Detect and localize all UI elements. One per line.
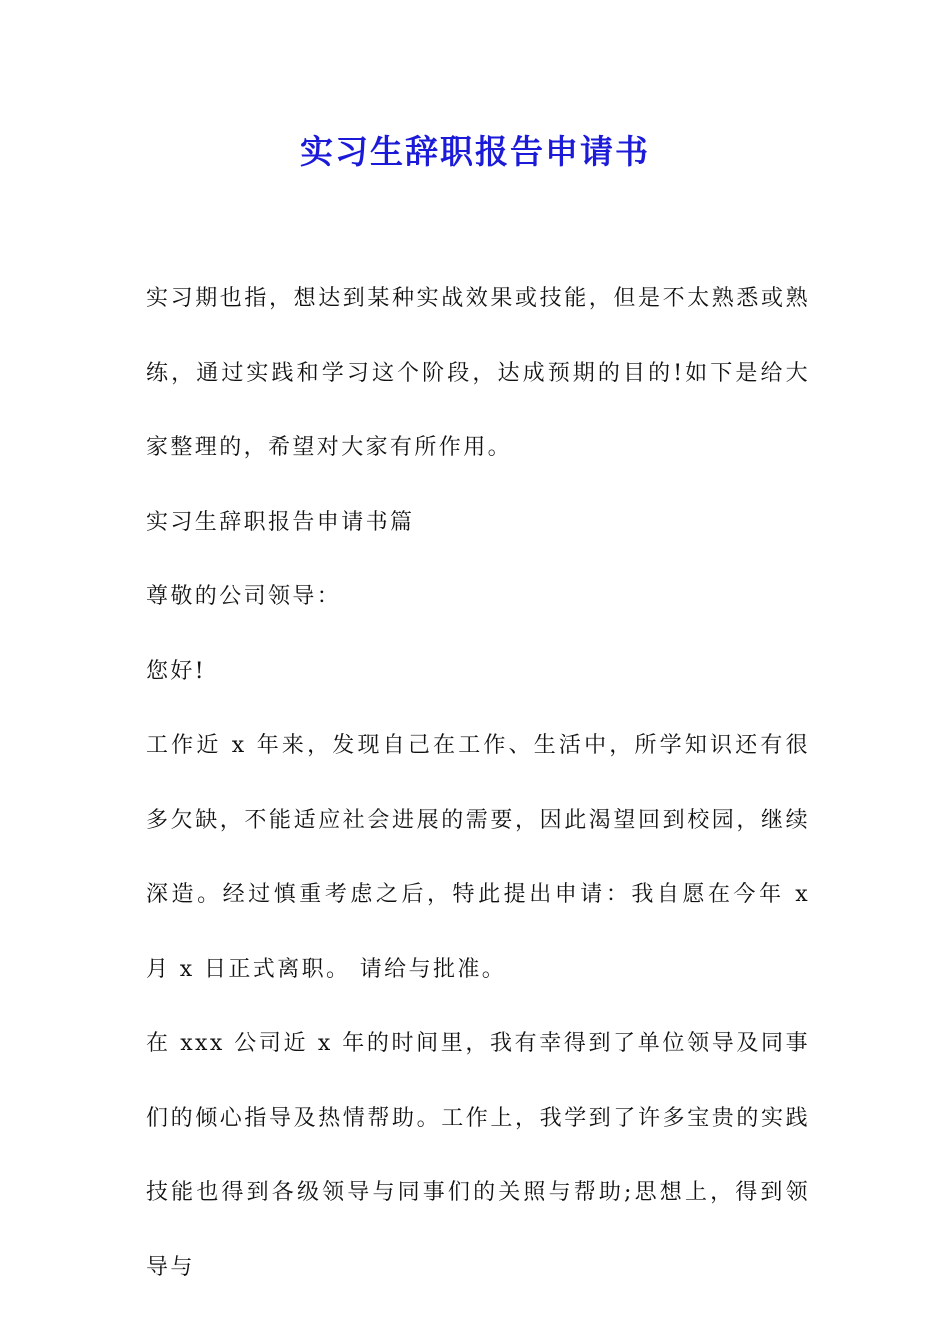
paragraph-intro: 实习期也指，想达到某种实战效果或技能，但是不太熟悉或熟练，通过实践和学习这个阶段，达成预期的目的!如下是给大家整理的，希望对大家有所作用。 (146, 286, 810, 460)
paragraph-greeting: 您好! (146, 658, 207, 684)
paragraph-resignation-reason: 工作近 x 年来，发现自己在工作、生活中，所学知识还有很多欠缺，不能适应社会进展的需要，因此渴望回到校园，继续深造。经过慎重考虑之后，特此提出申请：我自愿在今年 x 月 x 日正式离职。 请给与批准。 (146, 733, 810, 982)
document-body (146, 262, 810, 1305)
paragraph-salutation: 尊敬的公司领导： (146, 584, 342, 609)
paragraph-section-heading: 实习生辞职报告申请书篇 (146, 509, 415, 535)
document-title: 实习生辞职报告申请书 (300, 132, 650, 171)
paragraph-gratitude: 在 xxx 公司近 x 年的时间里，我有幸得到了单位领导及同事们的倾心指导及热情帮助。工作上，我学到了许多宝贵的实践技能也得到各级领导与同事们的关照与帮助;思想上，得到领导与 (146, 1031, 810, 1280)
